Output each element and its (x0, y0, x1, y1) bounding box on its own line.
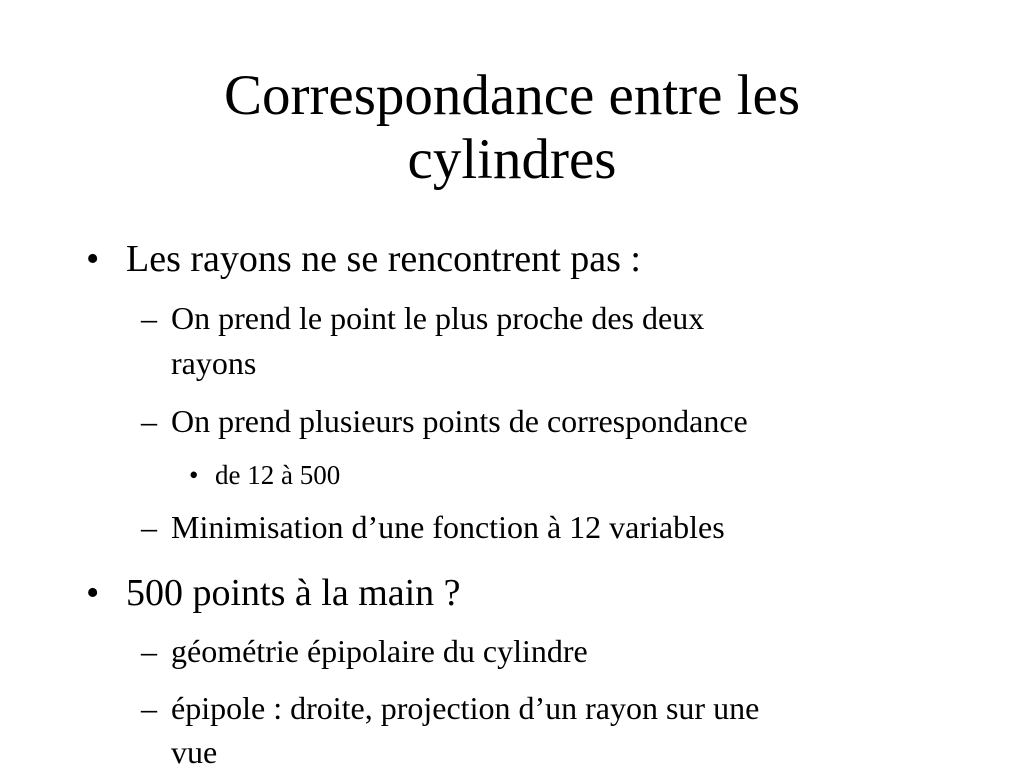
title-line-2: cylindres (407, 127, 617, 191)
sub-bullet-1-1-line-2: rayons (171, 345, 257, 381)
dash-marker: – (141, 690, 157, 726)
bullet-marker: • (86, 572, 100, 614)
dash-marker: – (141, 633, 157, 669)
sub-bullet-2-1: géométrie épipolaire du cylindre (171, 633, 588, 669)
sub-sub-bullet-1-2-1: de 12 à 500 (215, 460, 341, 490)
sub-bullet-1-3: Minimisation d’une fonction à 12 variables (171, 509, 725, 545)
bullet-1-text: Les rayons ne se rencontrent pas : (126, 238, 641, 280)
sub-bullet-2-2-line-1: épipole : droite, projection d’un rayon sur une (171, 690, 760, 726)
small-bullet-marker: • (189, 460, 199, 490)
bullet-marker: • (86, 238, 100, 280)
dash-marker: – (141, 509, 157, 545)
sub-bullet-2-2-line-2: vue (171, 734, 218, 768)
title-line-1: Correspondance entre les (223, 64, 801, 127)
dash-marker: – (141, 300, 157, 336)
dash-marker: – (141, 403, 157, 439)
sub-bullet-1-1-line-1: On prend le point le plus proche des deux (171, 300, 705, 336)
bullet-2-text: 500 points à la main ? (126, 572, 461, 614)
sub-bullet-1-2: On prend plusieurs points de correspondance (171, 403, 748, 439)
